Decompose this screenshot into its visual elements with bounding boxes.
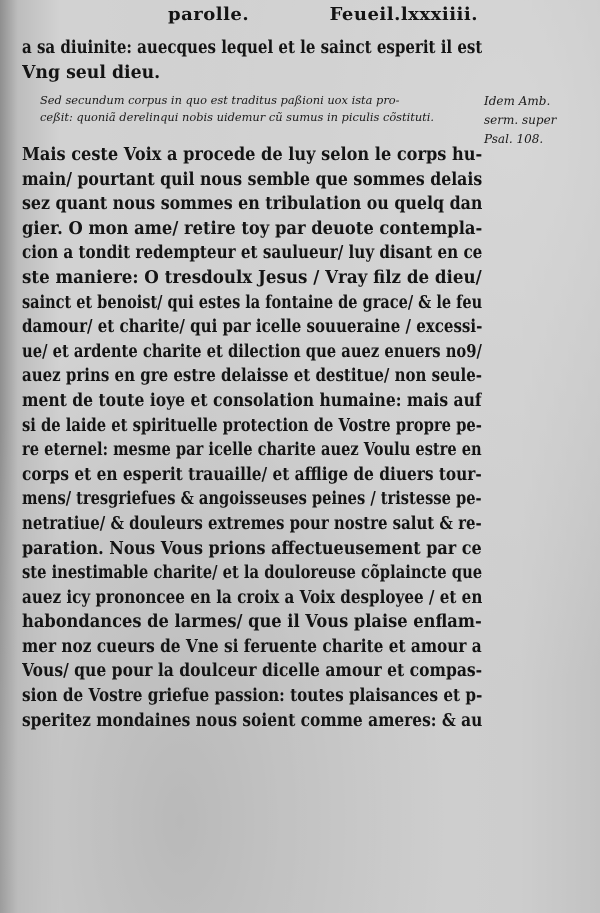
text-line: auez icy prononcee en la croix a Voix desployee / et en <box>22 587 483 608</box>
text-line: ment de toute ioye et consolation humaine: mais auf <box>22 390 482 411</box>
marginal-note <box>484 92 596 149</box>
text-line: sion de Vostre griefue passion: toutes plaisances et p- <box>22 686 482 707</box>
marginal-line: Idem Amb. <box>484 94 551 108</box>
text-line: si de laide et spirituelle protection de Vostre propre pe- <box>22 415 482 436</box>
text-line: re eternel: mesme par icelle charite auez Voulu estre en <box>22 440 482 461</box>
marginal-line: Psal. 108. <box>484 132 544 146</box>
running-head <box>168 2 478 28</box>
text-line: cion a tondit redempteur et saulueur/ luy disant en ce <box>22 243 483 264</box>
text-line: sainct et benoist/ qui estes la fontaine de grace/ & le feu <box>22 292 482 313</box>
text-line: sez quant nous sommes en tribulation ou quelq dan <box>22 194 482 215</box>
text-line: ue/ et ardente charite et dilection que auez enuers no9/ <box>22 341 482 362</box>
main-paragraph <box>22 143 484 733</box>
text-line: ste maniere: O tresdoulx Jesus / Vray filz de dieu/ <box>22 267 482 288</box>
text-line: main/ pourtant quil nous semble que sommes delais <box>22 169 483 190</box>
text-line: ste inestimable charite/ et la douloreuse cõplaincte que <box>22 563 483 584</box>
text-line: a sa diuinite: auecques lequel et le sainct esperit il est <box>22 38 483 58</box>
text-line: paration. Nous Vous prions affectueusement par ce <box>22 538 482 559</box>
text-line: Vous/ que pour la doulceur dicelle amour et compas- <box>22 661 483 682</box>
text-line: auez prins en gre estre delaisse et destitue/ non seule- <box>22 366 482 387</box>
latin-line: ceßit: quoniã derelinqui nobis uidemur cũ sumus in piculis cõstituti. <box>40 110 435 124</box>
text-line: Vng seul dieu. <box>22 62 161 83</box>
text-line: netratiue/ & douleurs extremes pour nostre salut & re- <box>22 513 482 534</box>
text-line: gier. O mon ame/ retire toy par deuote contempla- <box>22 218 483 239</box>
marginal-line: serm. super <box>484 113 557 127</box>
opening-lines <box>22 36 484 85</box>
text-line: habondances de larmes/ que il Vous plaise enflam- <box>22 612 482 633</box>
text-line: corps et en esperit trauaille/ et afflige de diuers tour- <box>22 464 482 485</box>
latin-line: Sed secundum corpus in quo est traditus paßioni uox ista pro- <box>40 93 400 107</box>
text-line: Mais ceste Voix a procede de luy selon le corps hu- <box>22 145 483 165</box>
latin-quotation <box>40 92 486 126</box>
text-line: speritez mondaines nous soient comme ameres: & au <box>22 710 483 731</box>
text-line: damour/ et charite/ qui par icelle souueraine / excessi- <box>22 317 483 338</box>
running-head-left: parolle. <box>168 4 250 25</box>
folio-number: Feueil.lxxxiiii. <box>329 4 478 25</box>
text-line: mer noz cueurs de Vne si feruente charite et amour a <box>22 636 482 657</box>
text-line: mens/ tresgriefues & angoisseuses peines / tristesse pe- <box>22 489 482 510</box>
